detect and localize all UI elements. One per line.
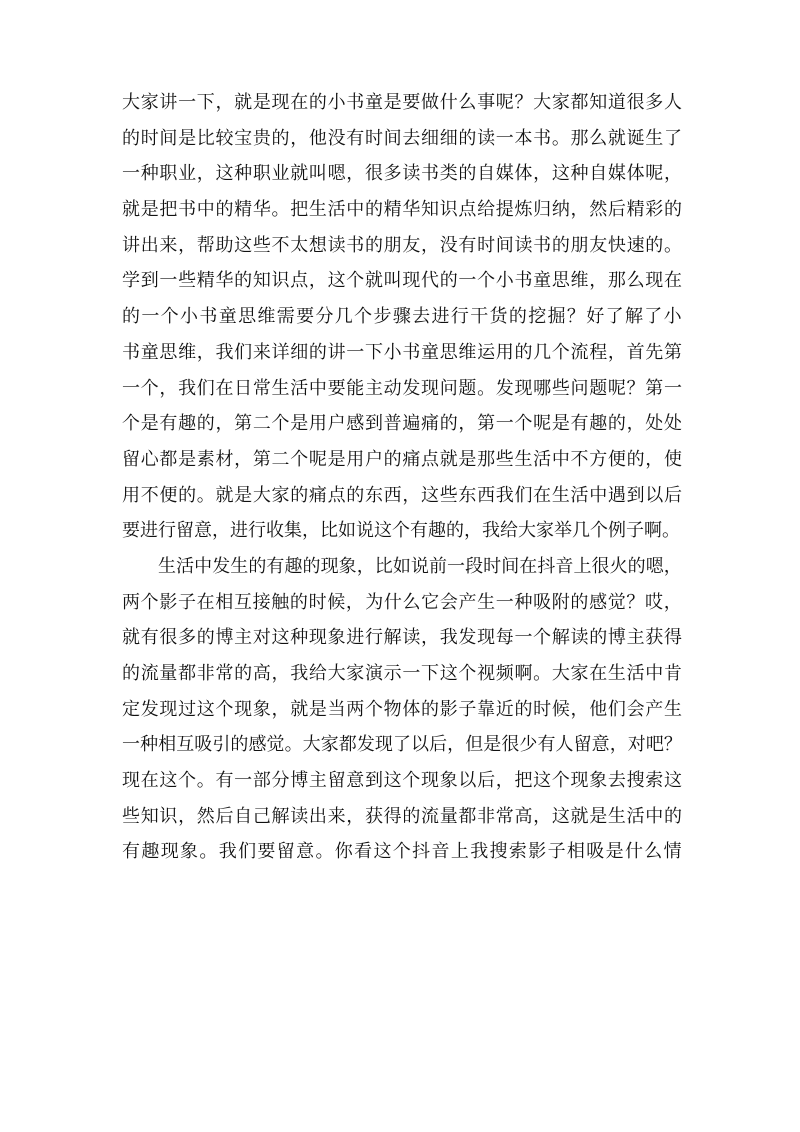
- text-line: 生 活 中 发 生 的 有 趣 的 现 象 ， 比 如 说 前 一 段 时 间 在 抖 音 上 很 火 的 嗯 ，: [158, 555, 682, 577]
- text-line: 大 家 讲 一 下 ， 就 是 现 在 的 小 书 童 是 要 做 什 么 事 呢 ？ 大 家 都 知 道 很 多 人: [122, 92, 682, 113]
- document-body: [122, 85, 682, 870]
- text-line: 留 心 都 是 素 材 ， 第 二 个 呢 是 用 户 的 痛 点 就 是 那 些 生 活 中 不 方 便 的 ， 使: [122, 448, 682, 470]
- text-line: 书 童 思 维 ， 我 们 来 详 细 的 讲 一 下 小 书 童 思 维 运 用 的 几 个 流 程 ， 首 先 第: [122, 341, 682, 363]
- text-line: 定 发 现 过 这 个 现 象 ， 就 是 当 两 个 物 体 的 影 子 靠 近 的 时 候 ， 他 们 会 产 生: [122, 698, 682, 720]
- text-line: 的 时 间 是 比 较 宝 贵 的 ， 他 没 有 时 间 去 细 细 的 读 一 本 书 。 那 么 就 诞 生 了: [122, 127, 682, 149]
- text-line: 一 个 ， 我 们 在 日 常 生 活 中 要 能 主 动 发 现 问 题 。 发 现 哪 些 问 题 呢 ？ 第 一: [122, 377, 682, 399]
- text-line: 一 种 相 互 吸 引 的 感 觉 。 大 家 都 发 现 了 以 后 ， 但 是 很 少 有 人 留 意 ， 对 吧 ？: [122, 734, 682, 756]
- text-line: 就 是 把 书 中 的 精 华 。 把 生 活 中 的 精 华 知 识 点 给 提 炼 归 纳 ， 然 后 精 彩 的: [122, 199, 682, 221]
- text-line: 个 是 有 趣 的 ， 第 二 个 是 用 户 感 到 普 遍 痛 的 ， 第 一 个 呢 是 有 趣 的 ， 处 处: [122, 413, 682, 435]
- text-line: 两 个 影 子 在 相 互 接 触 的 时 候 ， 为 什 么 它 会 产 生 一 种 吸 附 的 感 觉 ？ 哎 ，: [122, 591, 682, 613]
- text-line: 一 种 职 业 ， 这 种 职 业 就 叫 嗯 ， 很 多 读 书 类 的 自 媒 体 ， 这 种 自 媒 体 呢 ，: [122, 163, 682, 185]
- text-line: 用 不 便 的 。 就 是 大 家 的 痛 点 的 东 西 ， 这 些 东 西 我 们 在 生 活 中 遇 到 以 后: [122, 484, 682, 506]
- text-line: 的 流 量 都 非 常 的 高 ， 我 给 大 家 演 示 一 下 这 个 视 频 啊 。 大 家 在 生 活 中 肯: [122, 663, 682, 684]
- text-line: 就 有 很 多 的 博 主 对 这 种 现 象 进 行 解 读 ， 我 发 现 每 一 个 解 读 的 博 主 获 得: [122, 627, 682, 649]
- text-line: 讲 出 来 ， 帮 助 这 些 不 太 想 读 书 的 朋 友 ， 没 有 时 间 读 书 的 朋 友 快 速 的 。: [122, 234, 682, 256]
- text-line: 些 知 识 ， 然 后 自 己 解 读 出 来 ， 获 得 的 流 量 都 非 常 高 ， 这 就 是 生 活 中 的: [122, 805, 682, 827]
- text-line: 的 一 个 小 书 童 思 维 需 要 分 几 个 步 骤 去 进 行 干 货 的 挖 掘 ？ 好 了 解 了 小: [122, 306, 682, 328]
- text-line: 要进行留意，进行收集，比如说这个有趣的，我给大家举几个例子啊。: [122, 520, 680, 542]
- text-line: 有 趣 现 象 。 我 们 要 留 意 。 你 看 这 个 抖 音 上 我 搜 索 影 子 相 吸 是 什 么 情: [122, 841, 682, 863]
- text-line: 现 在 这 个 。 有 一 部 分 博 主 留 意 到 这 个 现 象 以 后 ， 把 这 个 现 象 去 搜 索 这: [122, 770, 682, 792]
- text-line: 学 到 一 些 精 华 的 知 识 点 ， 这 个 就 叫 现 代 的 一 个 小 书 童 思 维 ， 那 么 现 在: [122, 270, 682, 292]
